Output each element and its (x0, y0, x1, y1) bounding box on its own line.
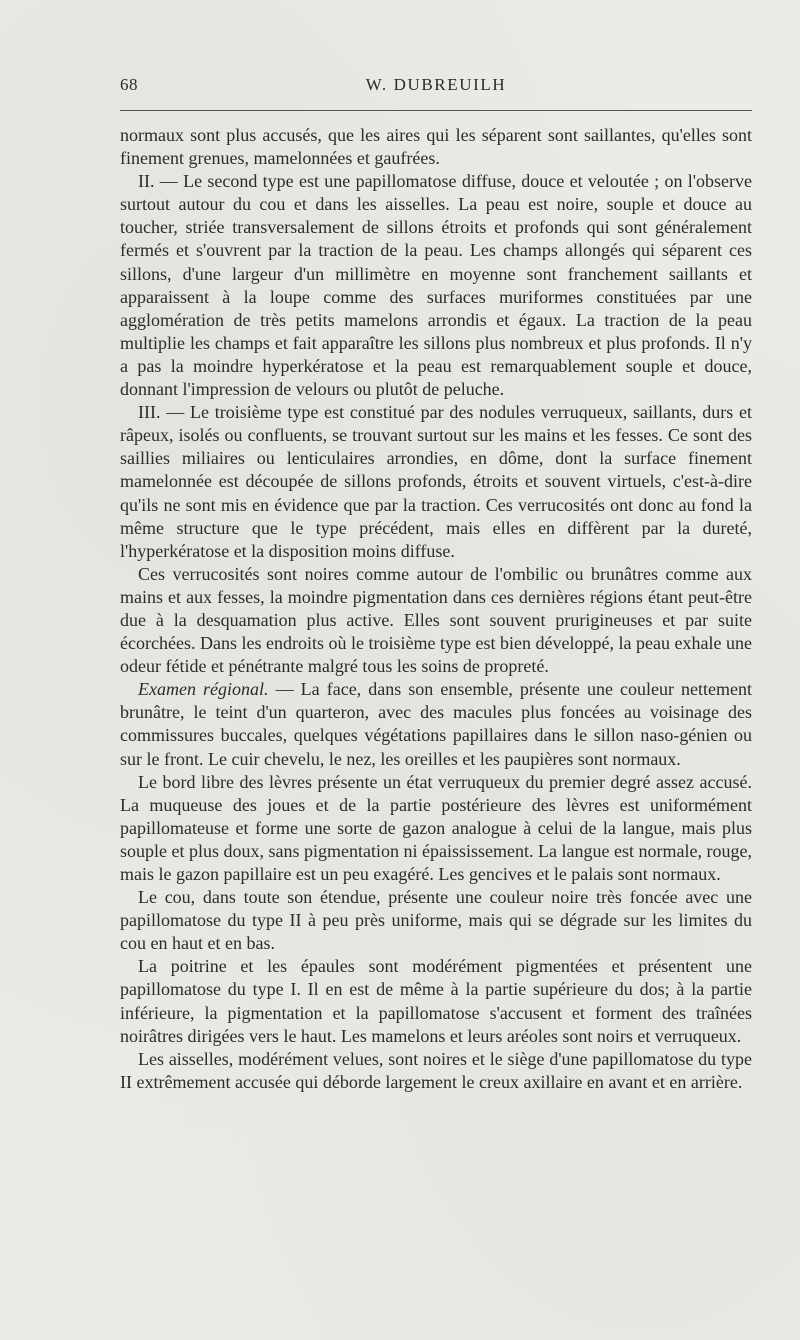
paragraph: normaux sont plus accusés, que les aires qui les séparent sont saillantes, qu'elles sont finement grenues, mamelonnées et gaufrées. (120, 125, 752, 169)
header-rule (120, 110, 752, 111)
page-header (120, 75, 752, 101)
paragraph: III. — Le troisième type est constitué par des nodules verruqueux, saillants, durs et râpeux, isolés ou confluents, se trouvant surtout sur les mains et les fesses. Ce sont des saillies miliaires ou lenticulaires arrondies, en dôme, dont la surface finement mamelonnée est découpée de sillons profonds, étroits et souvent virtuels, c'est-à-dire qu'ils ne sont mis en évidence que par la traction. Ces verrucosités ont donc au fond la même structure que le type précédent, mais elles en diffèrent par la dureté, l'hyperkératose et la disposition moins diffuse. (120, 402, 752, 561)
italic-lead: Examen régional. (138, 679, 269, 700)
paragraph: Le cou, dans toute son étendue, présente une couleur noire très foncée avec une papillomatose du type II à peu près uniforme, mais qui se dégrade sur les limites du cou en haut et en bas. (120, 887, 752, 954)
paragraph: Le bord libre des lèvres présente un état verruqueux du premier degré assez accusé. La muqueuse des joues et de la partie postérieure des lèvres est uniformément papillomateuse et forme une sorte de gazon analogue à celui de la langue, mais plus souple et plus doux, sans pigmentation ni épaississement. La langue est normale, rouge, mais le gazon papillaire est un peu exagéré. Les gencives et le palais sont normaux. (120, 771, 752, 884)
paragraph: Ces verrucosités sont noires comme autour de l'ombilic ou brunâtres comme aux mains et aux fesses, la moindre pigmentation dans ces dernières régions étant peut-être due à la desquamation plus active. Elles sont souvent prurigineuses et par suite écorchées. Dans les endroits où le troisième type est bien développé, la peau exhale une odeur fétide et pénétrante malgré tous les soins de propreté. (120, 563, 752, 677)
paragraph: La poitrine et les épaules sont modérément pigmentées et présentent une papillomatose du type I. Il en est de même à la partie supérieure du dos; à la partie inférieure, la pigmentation et la papillomatose s'accusent et forment des traînées noirâtres dirigées vers le haut. Les mamelons et leurs aréoles sont noirs et verruqueux. (120, 956, 752, 1046)
body-text (120, 124, 752, 1094)
paragraph-text: — La face, dans son ensemble, présente une couleur nettement brunâtre, le teint d'un quarteron, avec des macules plus foncées au voisinage des commissures buccales, quelques végétations papillaires dans le sillon naso-génien ou sur le front. Le cuir chevelu, le nez, les oreilles et les paupières sont normaux. (120, 679, 753, 769)
page-number: 68 (120, 75, 138, 94)
paragraph (120, 678, 752, 770)
paragraph: II. — Le second type est une papillomatose diffuse, douce et veloutée ; on l'observe surtout autour du cou et dans les aisselles. La peau est noire, souple et douce au toucher, striée transversalement de sillons étroits et profonds qui sont généralement fermés et s'ouvrent par la traction de la peau. Les champs allongés qui séparent ces sillons, d'une largeur d'un millimètre en moyenne sont franchement saillants et apparaissent à la loupe comme des surfaces muriformes constituées par une agglomération de très petits mamelons arrondis et égaux. La traction de la peau multiplie les champs et fait apparaître les sillons plus nombreux et plus profonds. Il n'y a pas la moindre hyperkératose et la peau est remarquablement souple et douce, donnant l'impression de velours ou plutôt de peluche. (120, 171, 752, 400)
paragraph: Les aisselles, modérément velues, sont noires et le siège d'une papillomatose du type II extrêmement accusée qui déborde largement le creux axillaire en avant et en arrière. (120, 1048, 752, 1092)
running-head: W. DUBREUILH (365, 75, 507, 94)
